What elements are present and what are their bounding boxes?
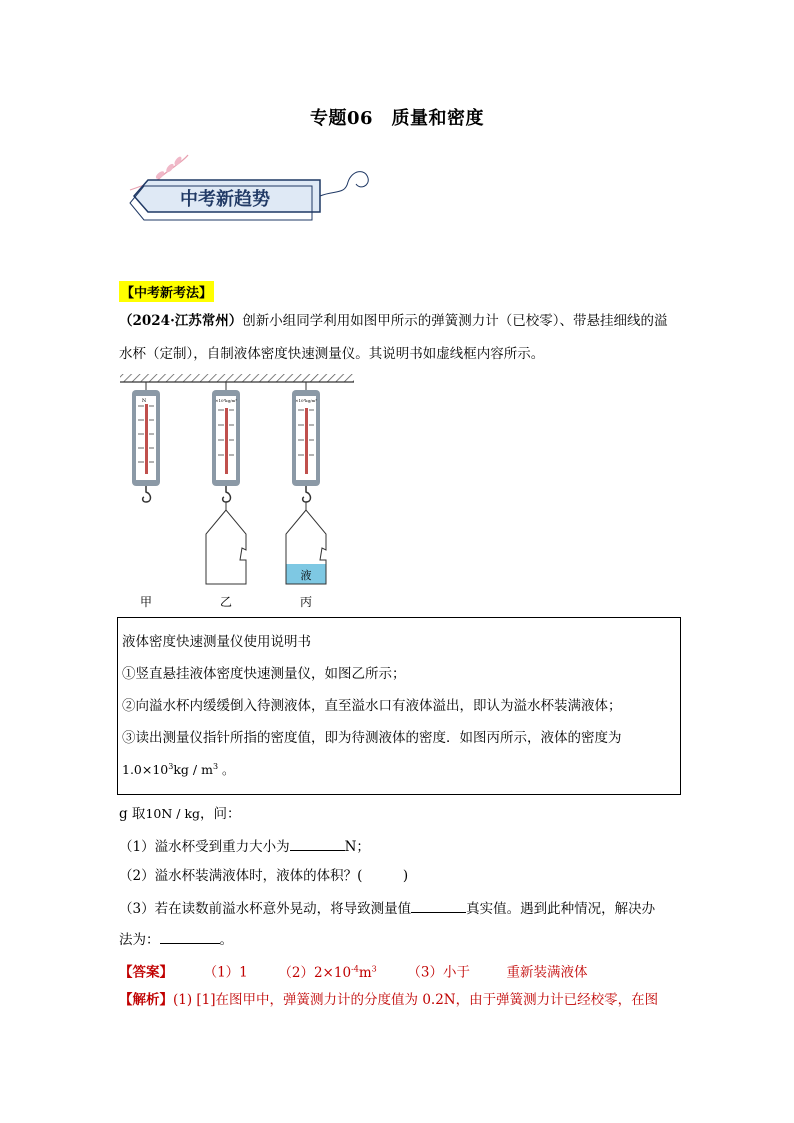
question-line-2: 水杯（定制），自制液体密度快速测量仪。其说明书如虚线框内容所示。 (119, 346, 545, 362)
spring-scale-jia (132, 382, 160, 502)
manual-density-value: $1.0\times 10^3kg / m^3$ 。 (122, 761, 235, 777)
figure-label-yi: 乙 (219, 595, 233, 609)
analysis-line: 【解析】(1) [1]在图甲中，弹簧测力计的分度值为 0.2N，由于弹簧测力计已经校零，在图 (119, 992, 659, 1008)
banner (120, 150, 380, 240)
question-3-line-2: 法为： 。 (119, 929, 233, 949)
page-title: 专题06 质量和密度 (309, 108, 485, 129)
manual-step-1: ①竖直悬挂液体密度快速测量仪，如图乙所示； (122, 666, 406, 682)
question-3: （3）若在读数前溢水杯意外晃动，将导致测量值 真实值。遇到此种情况，解决办 (119, 898, 655, 918)
manual-step-2: ②向溢水杯内缓缓倒入待测液体，直至溢水口有液体溢出，即认为溢水杯装满液体； (122, 698, 622, 714)
question-2: （2）溢水杯装满液体时，液体的体积？( ) (119, 868, 409, 884)
svg-text:×10³kg/m³: ×10³kg/m³ (295, 398, 317, 403)
figure-label-bing: 丙 (299, 595, 313, 609)
spring-scale-yi (206, 382, 246, 584)
spring-scale-bing (286, 382, 326, 584)
answer-2: $(2)2\times 10^{-4}m^3$ (278, 964, 377, 981)
question-source: （2024·江苏常州） (119, 313, 243, 329)
answer-label: 【答案】 (119, 964, 173, 981)
banner-title: 中考新趋势 (180, 189, 270, 210)
spring-scale-figure (118, 370, 358, 615)
svg-text:N: N (141, 398, 147, 404)
manual-step-3: ③读出测量仪指针所指的密度值，即为待测液体的密度．如图丙所示，液体的密度为 (122, 730, 622, 746)
ceiling (120, 374, 354, 382)
svg-text:×10³kg/m³: ×10³kg/m³ (215, 398, 237, 403)
answer-blank-3a[interactable] (411, 898, 466, 913)
answer-1: （1）1 (203, 964, 248, 981)
question-line-1: （2024·江苏常州）创新小组同学利用如图甲所示的弹簧测力计（已校零）、带悬挂细线的溢 (119, 313, 668, 329)
answer-4: 重新装满液体 (506, 964, 588, 981)
answer-3: （3）小于 (407, 964, 470, 981)
manual-title: 液体密度快速测量仪使用说明书 (122, 634, 311, 650)
liquid-label: 液 (300, 569, 312, 582)
answer-blank-1[interactable] (290, 836, 345, 851)
answer-blank-3b[interactable] (160, 929, 220, 944)
g-line: g 取10N / kg，问： (119, 806, 241, 822)
tag-label: 【中考新考法】 (119, 281, 214, 302)
question-1: （1）溢水杯受到重力大小为 N； (119, 836, 370, 856)
figure-label-jia: 甲 (139, 595, 153, 609)
answer-line (119, 960, 588, 982)
analysis-label: 【解析】 (119, 992, 173, 1008)
manual-box (117, 617, 681, 795)
